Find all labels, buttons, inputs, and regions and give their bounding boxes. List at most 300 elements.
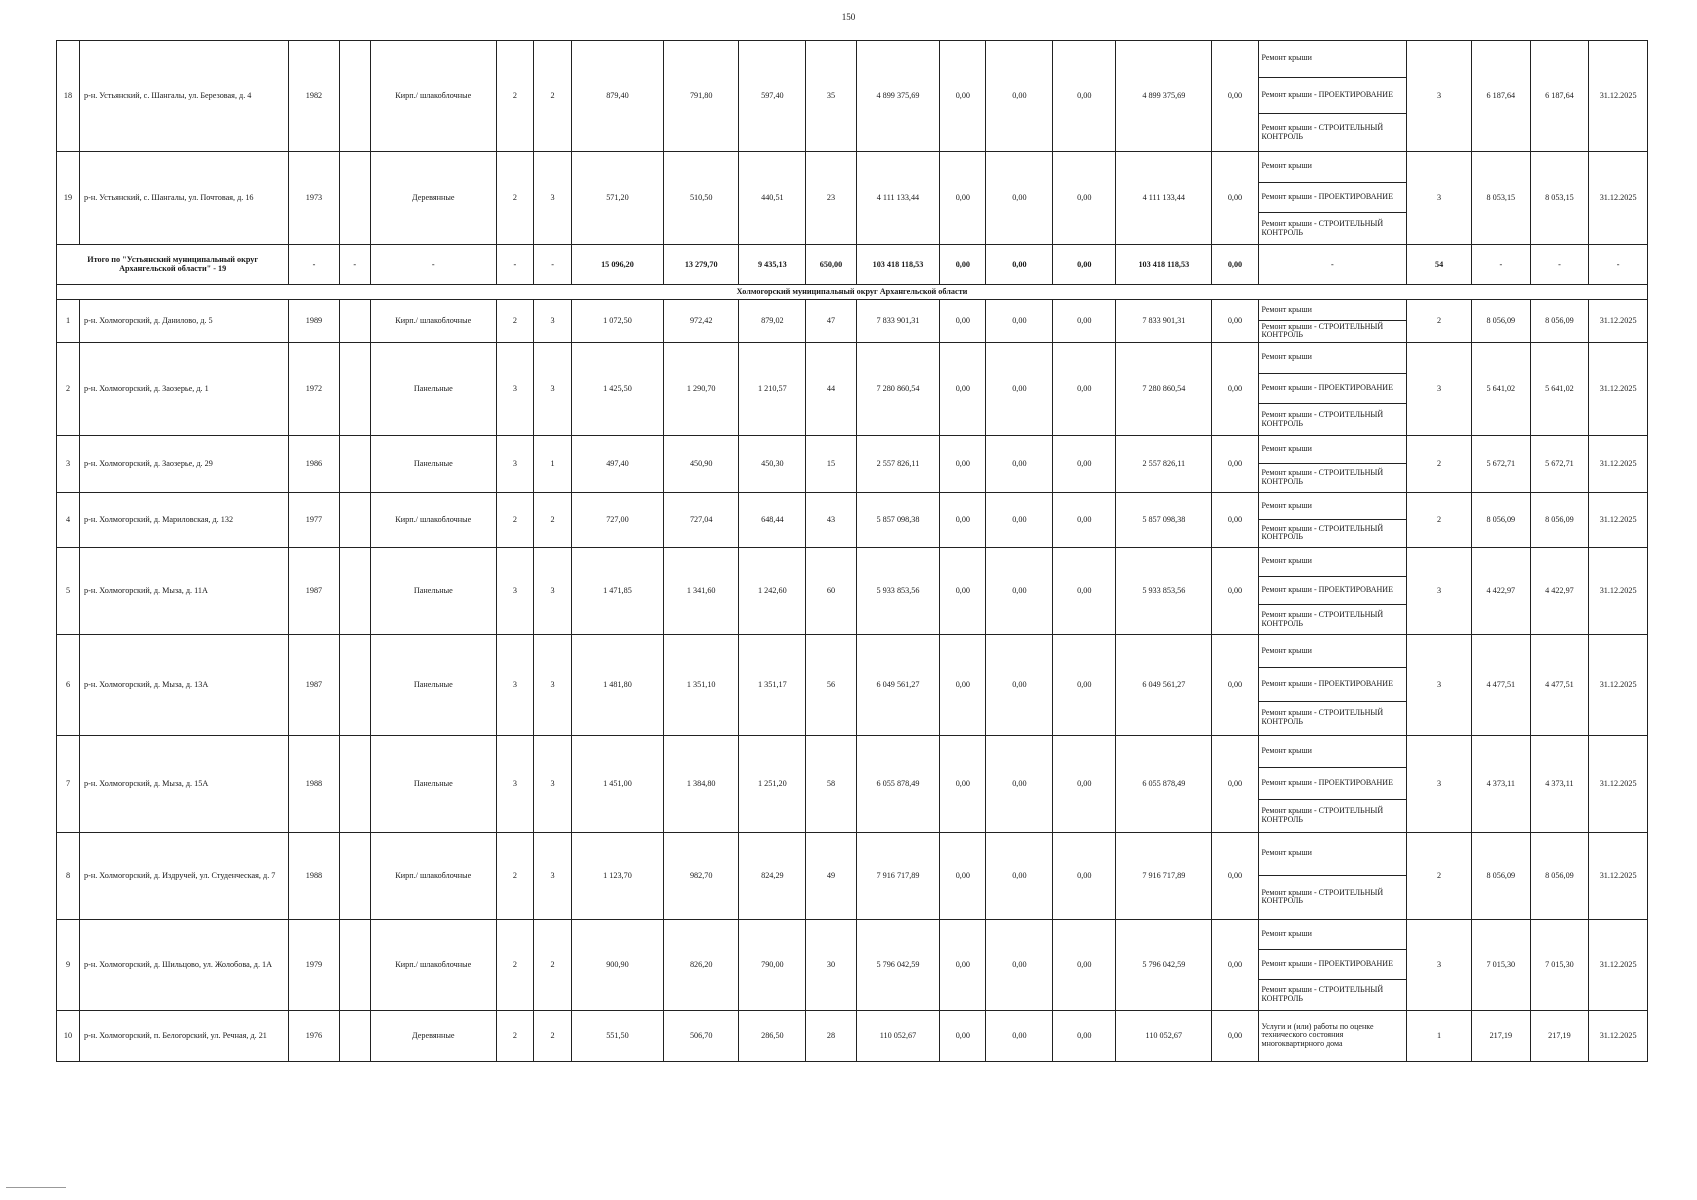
work-count-cell: 3 [1407, 634, 1472, 735]
max-cost-cell: 4 373,11 [1530, 735, 1589, 832]
max-cost-cell: 217,19 [1530, 1010, 1589, 1061]
work-item: Ремонт крыши - СТРОИТЕЛЬНЫЙ КОНТРОЛЬ [1261, 806, 1384, 824]
total-cost-cell: 5 933 853,56 [856, 547, 940, 634]
table-row [57, 634, 1648, 735]
residential-area-cell: 1 351,17 [739, 634, 806, 735]
row-number: 10 [57, 1010, 80, 1061]
work-count-cell: 3 [1407, 151, 1472, 244]
works-cell [1258, 342, 1407, 435]
fund-cell: 0,00 [1053, 342, 1116, 435]
fund-cell: 0,00 [986, 299, 1053, 342]
unit-cost-cell: 4 477,51 [1472, 634, 1531, 735]
living-area-cell: 1 341,60 [664, 547, 739, 634]
year-cell: 1986 [289, 435, 339, 492]
floors-cell: 2 [496, 832, 534, 919]
total-area-cell: 879,40 [571, 41, 663, 152]
fund-cell: 0,00 [986, 492, 1053, 547]
other-funds-cell: 0,00 [1212, 547, 1258, 634]
year-cell: 1989 [289, 299, 339, 342]
fund-cell: 0,00 [940, 492, 986, 547]
page-number: 150 [841, 12, 856, 22]
max-cost-cell: 6 187,64 [1530, 41, 1589, 152]
entrances-cell: 2 [534, 919, 572, 1010]
living-area-cell: 1 290,70 [664, 342, 739, 435]
max-cost-cell: 8 056,09 [1530, 832, 1589, 919]
works-cell [1258, 735, 1407, 832]
residents-cell: 43 [806, 492, 856, 547]
residential-area-cell: 440,51 [739, 151, 806, 244]
wall-material-cell: Кирп./ шлакоблочные [370, 832, 496, 919]
work-item: Ремонт крыши - СТРОИТЕЛЬНЫЙ КОНТРОЛЬ [1261, 887, 1384, 906]
table-row [57, 41, 1648, 152]
address-cell: р-н. Холмогорский, п. Белогорский, ул. Речная, д. 21 [80, 1010, 289, 1061]
residents-cell: 15 [806, 435, 856, 492]
entrances-cell: 3 [534, 832, 572, 919]
work-count-cell: 3 [1407, 41, 1472, 152]
year-cell: 1973 [289, 151, 339, 244]
residential-area-cell: 1 242,60 [739, 547, 806, 634]
work-count-cell: 1 [1407, 1010, 1472, 1061]
work-item: Ремонт крыши - СТРОИТЕЛЬНЫЙ КОНТРОЛЬ [1261, 523, 1384, 542]
blank-cell [339, 435, 370, 492]
scan-artifact-line [6, 1187, 66, 1188]
other-funds-cell: 0,00 [1212, 919, 1258, 1010]
unit-cost-cell: 6 187,64 [1472, 41, 1531, 152]
work-item: Ремонт крыши [1259, 300, 1407, 321]
total-cost-cell: 4 111 133,44 [856, 151, 940, 244]
deadline-cell: 31.12.2025 [1589, 151, 1648, 244]
living-area-cell: 982,70 [664, 832, 739, 919]
wall-material-cell: Панельные [370, 547, 496, 634]
floors-cell: 2 [496, 41, 534, 152]
fund-cell: 0,00 [1053, 735, 1116, 832]
wall-material-cell: Кирп./ шлакоблочные [370, 919, 496, 1010]
year-cell: 1976 [289, 1010, 339, 1061]
works-cell [1258, 299, 1407, 342]
wall-material-cell: Кирп./ шлакоблочные [370, 492, 496, 547]
work-count-cell: 2 [1407, 435, 1472, 492]
unit-cost-cell: 4 373,11 [1472, 735, 1531, 832]
living-area-cell: 450,90 [664, 435, 739, 492]
total-cell: - [1472, 244, 1531, 284]
other-funds-cell: 0,00 [1212, 634, 1258, 735]
table-row [57, 299, 1648, 342]
table-row [57, 1010, 1648, 1061]
work-count-cell: 2 [1407, 299, 1472, 342]
row-number: 1 [57, 299, 80, 342]
total-area-cell: 1 471,85 [571, 547, 663, 634]
total-area-cell: 1 123,70 [571, 832, 663, 919]
max-cost-cell: 4 477,51 [1530, 634, 1589, 735]
table-row [57, 435, 1648, 492]
living-area-cell: 826,20 [664, 919, 739, 1010]
owner-funds-cell: 7 833 901,31 [1116, 299, 1212, 342]
year-cell: 1988 [289, 735, 339, 832]
table-row [57, 919, 1648, 1010]
fund-cell: 0,00 [986, 832, 1053, 919]
table-row [57, 151, 1648, 244]
max-cost-cell: 8 056,09 [1530, 492, 1589, 547]
fund-cell: 0,00 [1053, 832, 1116, 919]
works-cell [1258, 832, 1407, 919]
max-cost-cell: 8 056,09 [1530, 299, 1589, 342]
work-item: Ремонт крыши [1259, 920, 1407, 950]
work-item: Ремонт крыши [1259, 493, 1407, 520]
works-cell [1258, 1010, 1407, 1061]
total-cost-cell: 2 557 826,11 [856, 435, 940, 492]
row-number: 8 [57, 832, 80, 919]
owner-funds-cell: 110 052,67 [1116, 1010, 1212, 1061]
total-cost-cell: 7 280 860,54 [856, 342, 940, 435]
residential-area-cell: 286,50 [739, 1010, 806, 1061]
address-cell: р-н. Устьянский, с. Шангалы, ул. Березовая, д. 4 [80, 41, 289, 152]
work-item: Ремонт крыши - ПРОЕКТИРОВАНИЕ [1259, 374, 1407, 405]
total-cell: 0,00 [1212, 244, 1258, 284]
works-cell [1258, 435, 1407, 492]
deadline-cell: 31.12.2025 [1589, 492, 1648, 547]
total-cell: 0,00 [1053, 244, 1116, 284]
living-area-cell: 506,70 [664, 1010, 739, 1061]
owner-funds-cell: 4 899 375,69 [1116, 41, 1212, 152]
entrances-cell: 3 [534, 547, 572, 634]
fund-cell: 0,00 [1053, 547, 1116, 634]
owner-funds-cell: 6 049 561,27 [1116, 634, 1212, 735]
address-cell: р-н. Холмогорский, д. Мыза, д. 11А [80, 547, 289, 634]
table-row [57, 342, 1648, 435]
works-cell [1258, 634, 1407, 735]
total-area-cell: 1 072,50 [571, 299, 663, 342]
max-cost-cell: 8 053,15 [1530, 151, 1589, 244]
work-count-cell: 2 [1407, 832, 1472, 919]
other-funds-cell: 0,00 [1212, 41, 1258, 152]
works-cell [1258, 547, 1407, 634]
fund-cell: 0,00 [986, 435, 1053, 492]
deadline-cell: 31.12.2025 [1589, 832, 1648, 919]
total-cost-cell: 6 049 561,27 [856, 634, 940, 735]
work-item: Ремонт крыши [1259, 833, 1407, 876]
row-number: 4 [57, 492, 80, 547]
work-count-cell: 3 [1407, 919, 1472, 1010]
fund-cell: 0,00 [940, 547, 986, 634]
unit-cost-cell: 8 056,09 [1472, 832, 1531, 919]
entrances-cell: 3 [534, 342, 572, 435]
blank-cell [339, 735, 370, 832]
section-title: Холмогорский муниципальный округ Архангельской области [57, 284, 1648, 299]
row-number: 9 [57, 919, 80, 1010]
fund-cell: 0,00 [940, 919, 986, 1010]
work-count-cell: 2 [1407, 492, 1472, 547]
total-area-cell: 1 425,50 [571, 342, 663, 435]
work-item: Ремонт крыши - СТРОИТЕЛЬНЫЙ КОНТРОЛЬ [1261, 321, 1384, 340]
living-area-cell: 1 384,80 [664, 735, 739, 832]
section-row [57, 284, 1648, 299]
wall-material-cell: Панельные [370, 735, 496, 832]
fund-cell: 0,00 [1053, 435, 1116, 492]
table-row [57, 492, 1648, 547]
floors-cell: 3 [496, 547, 534, 634]
fund-cell: 0,00 [1053, 299, 1116, 342]
address-cell: р-н. Холмогорский, д. Шильцово, ул. Жолобова, д. 1А [80, 919, 289, 1010]
residential-area-cell: 790,00 [739, 919, 806, 1010]
residents-cell: 23 [806, 151, 856, 244]
blank-cell [339, 832, 370, 919]
work-item: Ремонт крыши [1259, 152, 1407, 183]
table-row [57, 735, 1648, 832]
fund-cell: 0,00 [1053, 634, 1116, 735]
owner-funds-cell: 5 796 042,59 [1116, 919, 1212, 1010]
address-cell: р-н. Холмогорский, д. Мариловская, д. 132 [80, 492, 289, 547]
total-area-cell: 1 481,80 [571, 634, 663, 735]
wall-material-cell: Деревянные [370, 1010, 496, 1061]
other-funds-cell: 0,00 [1212, 151, 1258, 244]
total-cell: - [1258, 244, 1407, 284]
floors-cell: 2 [496, 299, 534, 342]
owner-funds-cell: 6 055 878,49 [1116, 735, 1212, 832]
address-cell: р-н. Холмогорский, д. Заозерье, д. 1 [80, 342, 289, 435]
other-funds-cell: 0,00 [1212, 1010, 1258, 1061]
deadline-cell: 31.12.2025 [1589, 634, 1648, 735]
address-cell: р-н. Устьянский, с. Шангалы, ул. Почтовая, д. 16 [80, 151, 289, 244]
owner-funds-cell: 7 280 860,54 [1116, 342, 1212, 435]
unit-cost-cell: 7 015,30 [1472, 919, 1531, 1010]
wall-material-cell: Кирп./ шлакоблочные [370, 299, 496, 342]
blank-cell [339, 634, 370, 735]
work-item: Ремонт крыши [1259, 41, 1407, 78]
row-number: 5 [57, 547, 80, 634]
blank-cell [339, 151, 370, 244]
work-item: Ремонт крыши [1259, 635, 1407, 668]
other-funds-cell: 0,00 [1212, 492, 1258, 547]
residential-area-cell: 824,29 [739, 832, 806, 919]
work-item: Ремонт крыши - ПРОЕКТИРОВАНИЕ [1259, 183, 1407, 214]
year-cell: 1977 [289, 492, 339, 547]
total-cell: - [370, 244, 496, 284]
max-cost-cell: 5 641,02 [1530, 342, 1589, 435]
residents-cell: 30 [806, 919, 856, 1010]
total-cell: 103 418 118,53 [1116, 244, 1212, 284]
fund-cell: 0,00 [940, 151, 986, 244]
work-item: Ремонт крыши - ПРОЕКТИРОВАНИЕ [1259, 950, 1407, 980]
unit-cost-cell: 217,19 [1472, 1010, 1531, 1061]
address-cell: р-н. Холмогорский, д. Мыза, д. 13А [80, 634, 289, 735]
entrances-cell: 2 [534, 492, 572, 547]
residents-cell: 56 [806, 634, 856, 735]
fund-cell: 0,00 [940, 299, 986, 342]
wall-material-cell: Кирп./ шлакоблочные [370, 41, 496, 152]
residents-cell: 35 [806, 41, 856, 152]
work-item: Ремонт крыши [1259, 736, 1407, 768]
address-cell: р-н. Холмогорский, д. Данилово, д. 5 [80, 299, 289, 342]
total-area-cell: 727,00 [571, 492, 663, 547]
fund-cell: 0,00 [986, 735, 1053, 832]
total-cost-cell: 5 796 042,59 [856, 919, 940, 1010]
row-number: 2 [57, 342, 80, 435]
works-cell [1258, 919, 1407, 1010]
other-funds-cell: 0,00 [1212, 435, 1258, 492]
wall-material-cell: Панельные [370, 435, 496, 492]
residents-cell: 60 [806, 547, 856, 634]
work-item: Ремонт крыши - ПРОЕКТИРОВАНИЕ [1259, 768, 1407, 800]
entrances-cell: 3 [534, 299, 572, 342]
fund-cell: 0,00 [1053, 1010, 1116, 1061]
blank-cell [339, 342, 370, 435]
residential-area-cell: 1 210,57 [739, 342, 806, 435]
unit-cost-cell: 5 672,71 [1472, 435, 1531, 492]
deadline-cell: 31.12.2025 [1589, 919, 1648, 1010]
total-cell: 650,00 [806, 244, 856, 284]
residential-area-cell: 648,44 [739, 492, 806, 547]
fund-cell: 0,00 [1053, 41, 1116, 152]
blank-cell [339, 919, 370, 1010]
total-cell: - [289, 244, 339, 284]
living-area-cell: 727,04 [664, 492, 739, 547]
work-item: Ремонт крыши [1259, 343, 1407, 374]
year-cell: 1979 [289, 919, 339, 1010]
fund-cell: 0,00 [940, 832, 986, 919]
fund-cell: 0,00 [1053, 919, 1116, 1010]
work-count-cell: 3 [1407, 342, 1472, 435]
floors-cell: 2 [496, 919, 534, 1010]
fund-cell: 0,00 [986, 919, 1053, 1010]
row-number: 7 [57, 735, 80, 832]
total-cost-cell: 7 833 901,31 [856, 299, 940, 342]
total-cell: - [339, 244, 370, 284]
residents-cell: 44 [806, 342, 856, 435]
work-item: Ремонт крыши [1259, 548, 1407, 577]
unit-cost-cell: 8 056,09 [1472, 492, 1531, 547]
total-cell: 103 418 118,53 [856, 244, 940, 284]
row-number: 19 [57, 151, 80, 244]
repair-register-table [56, 40, 1648, 1062]
work-item: Услуги и (или) работы по оценке технического состояния многоквартирного дома [1261, 1021, 1374, 1049]
fund-cell: 0,00 [986, 41, 1053, 152]
total-area-cell: 1 451,00 [571, 735, 663, 832]
works-cell [1258, 492, 1407, 547]
wall-material-cell: Деревянные [370, 151, 496, 244]
owner-funds-cell: 2 557 826,11 [1116, 435, 1212, 492]
row-number: 6 [57, 634, 80, 735]
max-cost-cell: 5 672,71 [1530, 435, 1589, 492]
work-count-cell: 3 [1407, 735, 1472, 832]
total-cost-cell: 110 052,67 [856, 1010, 940, 1061]
blank-cell [339, 1010, 370, 1061]
fund-cell: 0,00 [986, 151, 1053, 244]
works-cell [1258, 151, 1407, 244]
other-funds-cell: 0,00 [1212, 735, 1258, 832]
work-item: Ремонт крыши - СТРОИТЕЛЬНЫЙ КОНТРОЛЬ [1261, 468, 1384, 486]
total-cell: - [1530, 244, 1589, 284]
address-cell: р-н. Холмогорский, д. Мыза, д. 15А [80, 735, 289, 832]
floors-cell: 3 [496, 735, 534, 832]
table-row [57, 832, 1648, 919]
work-item: Ремонт крыши - СТРОИТЕЛЬНЫЙ КОНТРОЛЬ [1261, 409, 1384, 428]
work-item: Ремонт крыши - ПРОЕКТИРОВАНИЕ [1259, 78, 1407, 115]
address-cell: р-н. Холмогорский, д. Издручей, ул. Студенческая, д. 7 [80, 832, 289, 919]
table-row [57, 547, 1648, 634]
other-funds-cell: 0,00 [1212, 832, 1258, 919]
other-funds-cell: 0,00 [1212, 342, 1258, 435]
max-cost-cell: 4 422,97 [1530, 547, 1589, 634]
deadline-cell: 31.12.2025 [1589, 435, 1648, 492]
fund-cell: 0,00 [986, 634, 1053, 735]
entrances-cell: 3 [534, 151, 572, 244]
total-cell: - [496, 244, 534, 284]
floors-cell: 3 [496, 634, 534, 735]
work-count-cell: 3 [1407, 547, 1472, 634]
fund-cell: 0,00 [986, 1010, 1053, 1061]
entrances-cell: 3 [534, 634, 572, 735]
blank-cell [339, 41, 370, 152]
fund-cell: 0,00 [1053, 492, 1116, 547]
residential-area-cell: 450,30 [739, 435, 806, 492]
year-cell: 1987 [289, 547, 339, 634]
owner-funds-cell: 5 933 853,56 [1116, 547, 1212, 634]
residents-cell: 58 [806, 735, 856, 832]
deadline-cell: 31.12.2025 [1589, 342, 1648, 435]
total-area-cell: 900,90 [571, 919, 663, 1010]
entrances-cell: 3 [534, 735, 572, 832]
year-cell: 1988 [289, 832, 339, 919]
floors-cell: 2 [496, 492, 534, 547]
fund-cell: 0,00 [940, 634, 986, 735]
year-cell: 1982 [289, 41, 339, 152]
entrances-cell: 1 [534, 435, 572, 492]
total-cost-cell: 5 857 098,38 [856, 492, 940, 547]
address-cell: р-н. Холмогорский, д. Заозерье, д. 29 [80, 435, 289, 492]
blank-cell [339, 299, 370, 342]
floors-cell: 3 [496, 435, 534, 492]
blank-cell [339, 492, 370, 547]
owner-funds-cell: 5 857 098,38 [1116, 492, 1212, 547]
deadline-cell: 31.12.2025 [1589, 547, 1648, 634]
fund-cell: 0,00 [986, 342, 1053, 435]
row-number: 18 [57, 41, 80, 152]
work-item: Ремонт крыши - СТРОИТЕЛЬНЫЙ КОНТРОЛЬ [1261, 218, 1384, 237]
total-cell: 13 279,70 [664, 244, 739, 284]
total-cell: 54 [1407, 244, 1472, 284]
total-cell: 0,00 [986, 244, 1053, 284]
year-cell: 1987 [289, 634, 339, 735]
residential-area-cell: 597,40 [739, 41, 806, 152]
total-cost-cell: 6 055 878,49 [856, 735, 940, 832]
residential-area-cell: 1 251,20 [739, 735, 806, 832]
wall-material-cell: Панельные [370, 342, 496, 435]
deadline-cell: 31.12.2025 [1589, 299, 1648, 342]
total-cell: 9 435,13 [739, 244, 806, 284]
total-cost-cell: 4 899 375,69 [856, 41, 940, 152]
row-number: 3 [57, 435, 80, 492]
work-item: Ремонт крыши - СТРОИТЕЛЬНЫЙ КОНТРОЛЬ [1261, 708, 1384, 727]
total-label: Итого по "Устьянский муниципальный округ Архангельской области" - 19 [57, 244, 289, 284]
work-item: Ремонт крыши [1259, 436, 1407, 464]
blank-cell [339, 547, 370, 634]
works-cell [1258, 41, 1407, 152]
fund-cell: 0,00 [940, 41, 986, 152]
total-cost-cell: 7 916 717,89 [856, 832, 940, 919]
total-cell: - [534, 244, 572, 284]
living-area-cell: 791,80 [664, 41, 739, 152]
living-area-cell: 972,42 [664, 299, 739, 342]
total-cell: 0,00 [940, 244, 986, 284]
fund-cell: 0,00 [1053, 151, 1116, 244]
max-cost-cell: 7 015,30 [1530, 919, 1589, 1010]
floors-cell: 2 [496, 1010, 534, 1061]
entrances-cell: 2 [534, 41, 572, 152]
unit-cost-cell: 8 053,15 [1472, 151, 1531, 244]
owner-funds-cell: 7 916 717,89 [1116, 832, 1212, 919]
living-area-cell: 1 351,10 [664, 634, 739, 735]
total-cell: 15 096,20 [571, 244, 663, 284]
